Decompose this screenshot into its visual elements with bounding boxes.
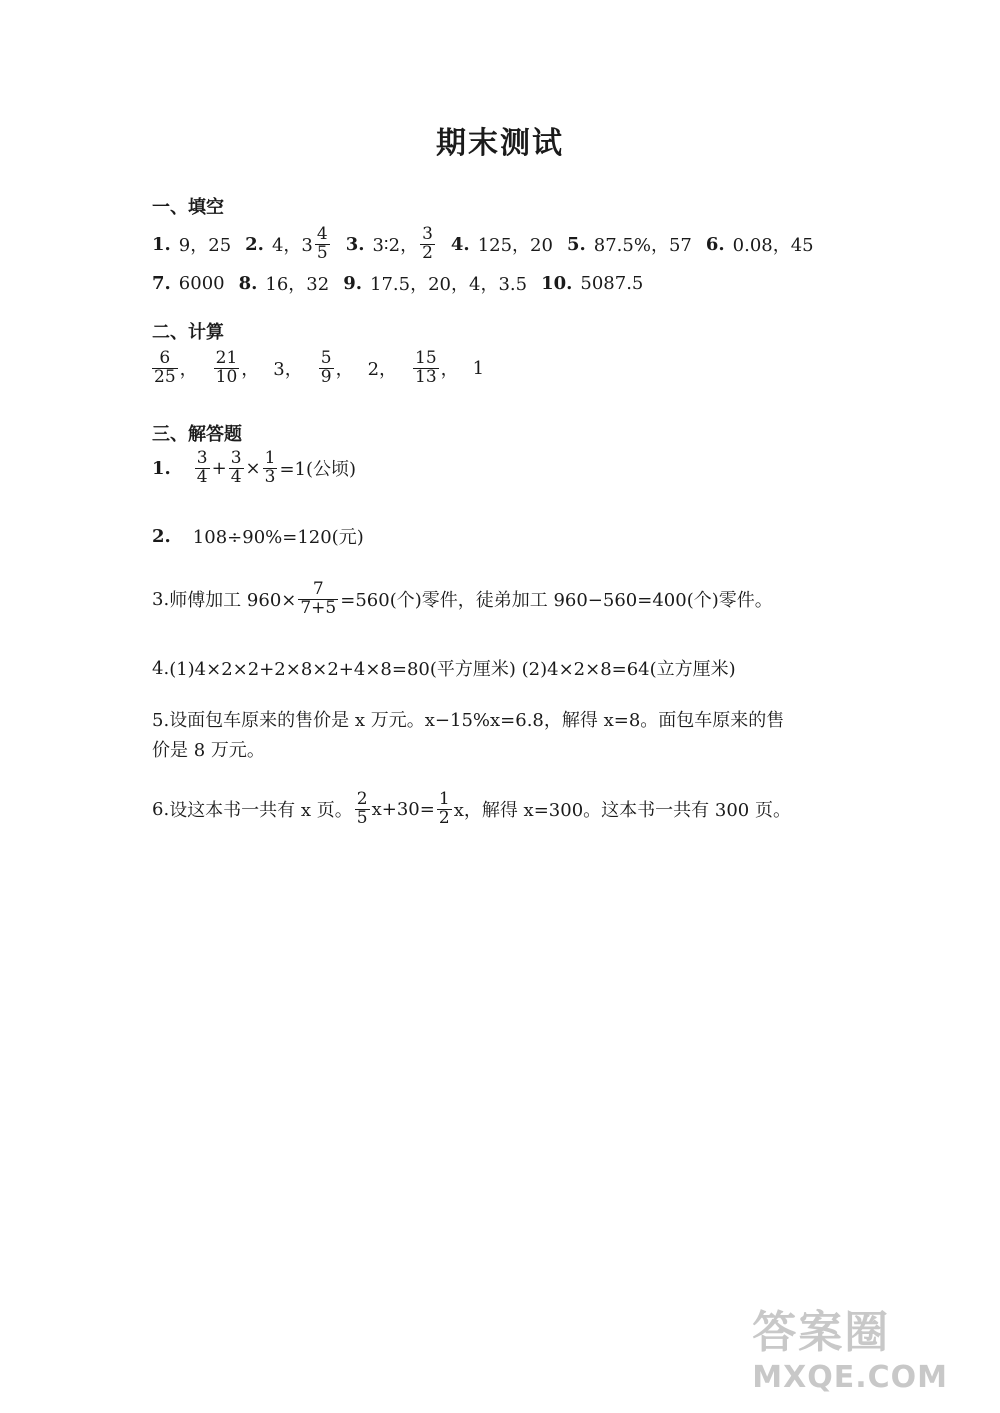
q-number: 6. [152, 798, 170, 820]
answer-text: 108÷90%=120(元) [192, 527, 364, 548]
answer-text: =1(公顷) [279, 459, 357, 480]
numerator: 21 [215, 347, 238, 368]
fraction [229, 447, 244, 487]
q-number: 9. [343, 272, 363, 294]
answer-6 [152, 785, 791, 833]
q-number: 2. [245, 233, 264, 255]
q-number: 2. [152, 525, 171, 547]
fraction [152, 347, 178, 387]
q-number: 1. [152, 233, 171, 255]
section-heading-fill: 一、填空 [152, 197, 224, 218]
fill-line-2 [152, 270, 643, 296]
answer-1 [152, 444, 356, 492]
q-number: 4. [152, 657, 170, 679]
numerator: 4 [316, 223, 328, 244]
fraction [195, 447, 210, 487]
denominator: 7+5 [300, 597, 337, 618]
numerator: 3 [230, 447, 242, 468]
fraction [315, 223, 330, 263]
denominator: 13 [415, 366, 437, 387]
value-text: 2， [367, 359, 398, 380]
fraction [319, 347, 334, 387]
section-heading-answers: 三、解答题 [152, 424, 242, 445]
numerator: 1 [438, 788, 450, 809]
answer-5 [152, 706, 784, 766]
fraction [420, 223, 435, 263]
q-number: 7. [152, 272, 171, 294]
numerator: 2 [356, 788, 368, 809]
numerator: 15 [415, 347, 437, 368]
denominator: 5 [316, 242, 328, 263]
watermark [752, 1296, 948, 1395]
answer-text: 师傅加工 960× [169, 590, 297, 611]
q-number: 4. [450, 233, 470, 255]
answer-text: 设这本书一共有 x 页。 [169, 800, 353, 821]
denominator: 25 [154, 366, 176, 387]
numerator: 7 [312, 578, 324, 599]
denominator: 2 [438, 807, 450, 828]
answer-text: 125，20 [477, 235, 553, 256]
numerator: 5 [320, 347, 332, 368]
watermark-url: MXQE.COM [752, 1360, 948, 1395]
denominator: 3 [264, 466, 276, 487]
answer-text: 0.08，45 [732, 235, 814, 256]
page-title: 期末测试 [436, 126, 564, 161]
watermark-logo-text: 答案圈 [752, 1307, 891, 1358]
denominator: 10 [215, 366, 238, 387]
separator: ， [440, 359, 459, 380]
numerator: 3 [422, 223, 433, 244]
q-number: 5. [566, 233, 586, 255]
value-text: 3， [273, 359, 303, 380]
separator: ， [179, 359, 198, 380]
answer-text: x+30= [371, 798, 435, 820]
fill-line-1 [152, 220, 814, 268]
answer-text: =560(个)零件，徒弟加工 960−560=400(个)零件。 [340, 590, 773, 611]
answer-text: x，解得 x=300。这本书一共有 300 页。 [453, 800, 791, 821]
answer-2 [152, 523, 364, 549]
denominator: 2 [422, 242, 433, 263]
answer-text: 5087.5 [580, 272, 644, 294]
q-number: 8. [238, 272, 258, 294]
q-number: 10. [541, 272, 573, 294]
numerator: 1 [264, 447, 276, 468]
answer-text: 设面包车原来的售价是 x 万元。x−15%x=6.8，解得 x=8。面包车原来的售 [169, 710, 785, 731]
denominator: 4 [196, 466, 208, 487]
section-heading-calc: 二、计算 [152, 322, 224, 343]
operator: + [211, 457, 227, 479]
numerator: 6 [159, 347, 171, 368]
fraction [437, 788, 452, 828]
q-number: 1. [152, 457, 171, 479]
separator: ， [241, 359, 260, 380]
q-number: 3. [345, 233, 365, 255]
answer-text: (1)4×2×2+2×8×2+4×8=80(平方厘米) (2)4×2×8=64(立方厘米) [169, 659, 736, 680]
fraction [298, 578, 338, 618]
q-number: 6. [705, 233, 725, 255]
denominator: 4 [230, 466, 242, 487]
answer-text: 17.5，20，4，3.5 [370, 274, 528, 295]
answer-text: 6000 [178, 272, 225, 294]
answer-text: 16，32 [265, 274, 330, 295]
denominator: 9 [320, 366, 332, 387]
answer-text: 3∶2， [372, 235, 419, 256]
separator: ， [335, 359, 354, 380]
answer-text: 4，3 [271, 235, 313, 256]
q-number: 5. [152, 710, 170, 731]
q-number: 3. [152, 588, 170, 610]
denominator: 5 [356, 807, 368, 828]
answer-3 [152, 575, 773, 623]
answer-text: 9，25 [178, 235, 232, 256]
answer-text: 价是 8 万元。 [152, 740, 265, 761]
fraction [355, 788, 370, 828]
calc-line [150, 344, 484, 392]
answer-text: 87.5%，57 [593, 235, 692, 256]
fraction [263, 447, 278, 487]
answer-4 [152, 655, 736, 681]
value-text: 1 [472, 357, 485, 379]
fraction [214, 347, 240, 387]
operator: × [245, 457, 261, 479]
fraction [413, 347, 439, 387]
numerator: 3 [196, 447, 208, 468]
